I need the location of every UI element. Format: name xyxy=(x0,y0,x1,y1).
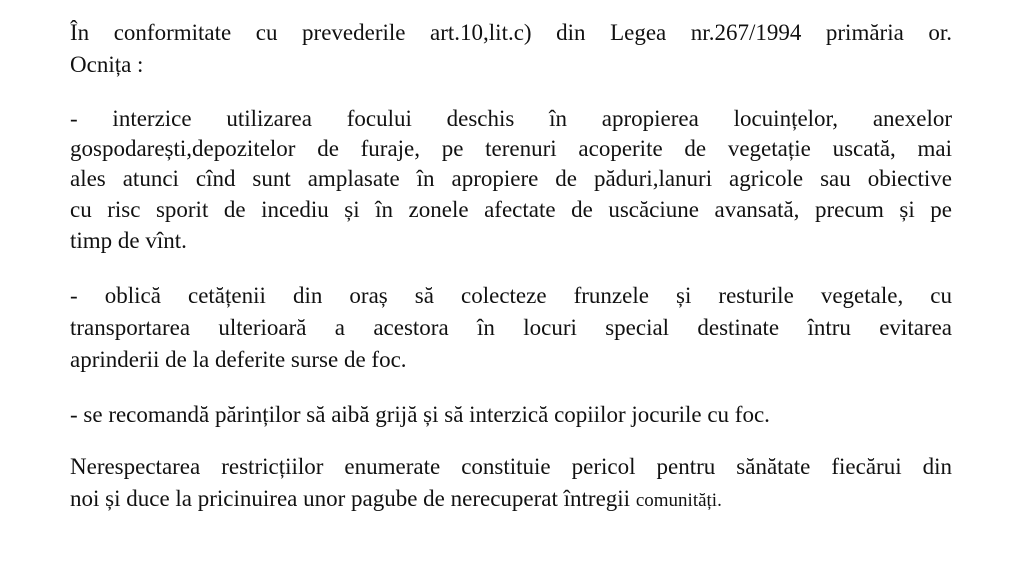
item-1-line-2: gospodarești,depozitelor de furaje, pe terenuri acoperite de vegetație uscată, mai xyxy=(70,136,952,161)
conclusion-line-2-main: noi și duce la pricinuirea unor pagube de nerecuperat întregii xyxy=(70,486,636,511)
item-1-line-1: - interzice utilizarea focului deschis în apropierea locuințelor, anexelor xyxy=(70,106,952,131)
conclusion-line-2-small: comunități. xyxy=(635,490,722,511)
intro-line-1: În conformitate cu prevederile art.10,lit.c) din Legea nr.267/1994 primăria or. xyxy=(70,20,952,45)
intro-line-2: Ocnița : xyxy=(70,52,144,77)
item-2-line-3: aprinderii de la deferite surse de foc. xyxy=(70,347,407,372)
item-1-line-4: cu risc sporit de incediu și în zonele afectate de uscăciune avansată, precum și pe xyxy=(70,197,952,222)
item-3-line-1: - se recomandă părinților să aibă grijă și să interzică copiilor jocurile cu foc. xyxy=(70,402,770,427)
item-1-line-3: ales atunci cînd sunt amplasate în apropiere de păduri,lanuri agricole sau obiective xyxy=(70,166,952,191)
item-2-line-2: transportarea ulterioară a acestora în locuri special destinate întru evitarea xyxy=(70,315,952,340)
conclusion-line-2 xyxy=(70,484,952,516)
item-1-line-5: timp de vînt. xyxy=(70,228,187,253)
item-2-line-1: - oblică cetățenii din oraș să colecteze frunzele și resturile vegetale, cu xyxy=(70,283,952,308)
conclusion-line-1: Nerespectarea restricțiilor enumerate constituie pericol pentru sănătate fiecărui din xyxy=(70,454,952,479)
